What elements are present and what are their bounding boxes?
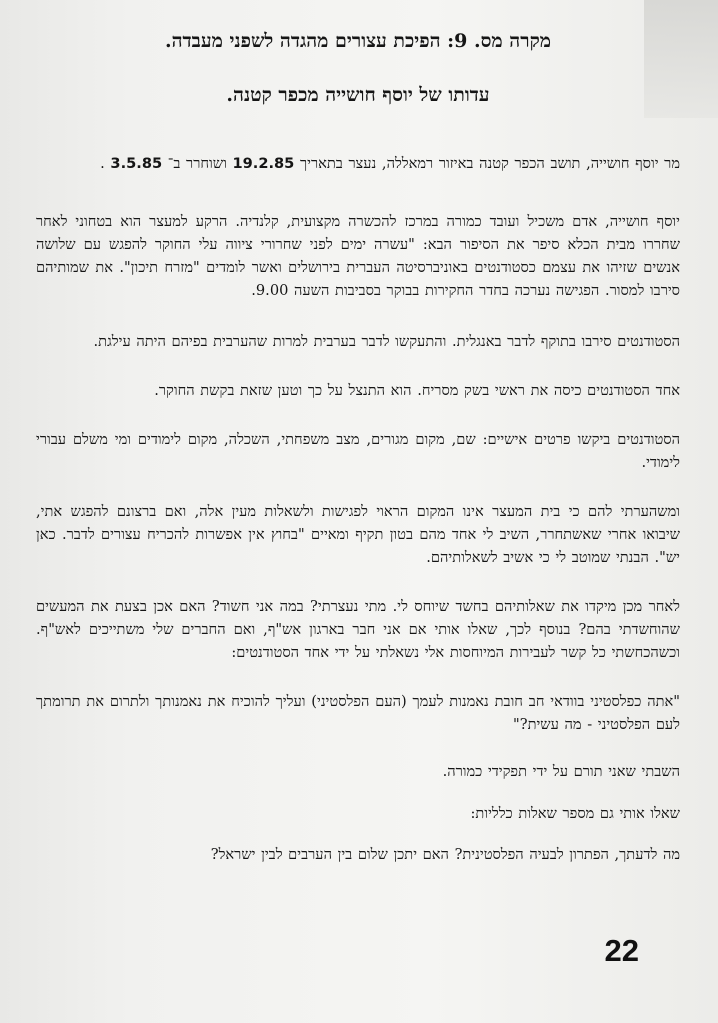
document-title: מקרה מס. 9: הפיכת עצורים מהגדה לשפני מעבדה. xyxy=(164,30,551,52)
paragraph-9: שאלו אותי גם מספר שאלות כלליות: xyxy=(470,804,680,822)
document-content xyxy=(36,31,680,892)
intro-text-after-date-2: . xyxy=(100,154,105,172)
paragraph-3: אחד הסטודנטים כיסה את ראשי בשק מסריח. הוא התנצל על כך וטען שזאת בקשת החוקר. xyxy=(154,381,680,399)
release-date: 3.5.85 xyxy=(110,154,163,172)
paragraph-2: הסטודנטים סירבו בתוקף לדבר באנגלית. והתעקשו לדבר בערבית למרות שהערבית בפיהם היתה עילגת. xyxy=(93,332,680,350)
page-number: 22 xyxy=(604,933,639,968)
intro-paragraph xyxy=(36,152,680,175)
paragraph-6: לאחר מכן מיקדו את שאלותיהם בחשד שיוחס לי. מתי נעצרתי? במה אני חשוד? האם אכן בצעת את המעשים שהוחשדתי בהם? בנוסף לכך, שאלו אותי אם אני חבר בארגון אש"ף, ואם החברים שלי משתייכים לאש"ף. וכשהכחשתי כל קשר לעבירות המיוחסות אלי נשאלתי על ידי אחד הסטודנטים: xyxy=(36,598,680,662)
paragraph-7: "אתה כפלסטיני בוודאי חב חובת נאמנות לעמך (העם הפלסטיני) ועליך להוכיח את נאמנותך ולתרום את תרומתך לעם הפלסטיני - מה עשית?" xyxy=(36,693,680,734)
intro-line xyxy=(36,152,680,175)
intro-text-before-date-1: מר יוסף חושייה, תושב הכפר קטנה באיזור רמאללה, נעצר בתאריך xyxy=(299,154,680,172)
paragraph-4: הסטודנטים ביקשו פרטים אישיים: שם, מקום מגורים, מצב משפחתי, השכלה, מקום לימודים ומי משלם עבורי לימודי. xyxy=(36,431,680,472)
document-subtitle: עדותו של יוסף חושייה מכפר קטנה. xyxy=(226,83,490,106)
arrest-date: 19.2.85 xyxy=(232,154,295,172)
paragraph-1: יוסף חושייה, אדם משכיל ועובד כמורה במרכז להכשרה מקצועית, קלנדיה. הרקע למעצר הוא בטחוני לאחר שחררו מבית הכלא סיפר את הסיפור הבא: "עשרה ימים לפני שחרורי ציווה עלי החוקר להפגש עם שלושה אנשים שזיהו את עצמם כסטודנטים באוניברסיטה העברית בירושלים ואשר לומדים "מזרח תיכון". את שמותיהם סירבו למסור. הפגישה נערכה בחדר החקירות בבוקר בסביבות השעה 9.00. xyxy=(36,212,680,299)
paragraph-5: ומשהערתי להם כי בית המעצר אינו המקום הראוי לפגישות ולשאלות מעין אלה, ואם ברצונם להפגש אתי, שיבואו אחרי שאשתחרר, השיב לי אחד מהם בטון תקיף ומאיים "בחוץ אין אפשרות להכריח עצורים לדבר. כאן יש". הבנתי שמוטב לי כי אשיב לשאלותיהם. xyxy=(36,503,680,567)
paragraph-10: מה לדעתך, הפתרון לבעיה הפלסטינית? האם יתכן שלום בין הערבים לבין ישראל? xyxy=(210,845,680,863)
intro-text-between-dates: ושוחרר ב־ xyxy=(167,154,227,172)
paragraph-8: השבתי שאני תורם על ידי תפקידי כמורה. xyxy=(442,763,680,781)
